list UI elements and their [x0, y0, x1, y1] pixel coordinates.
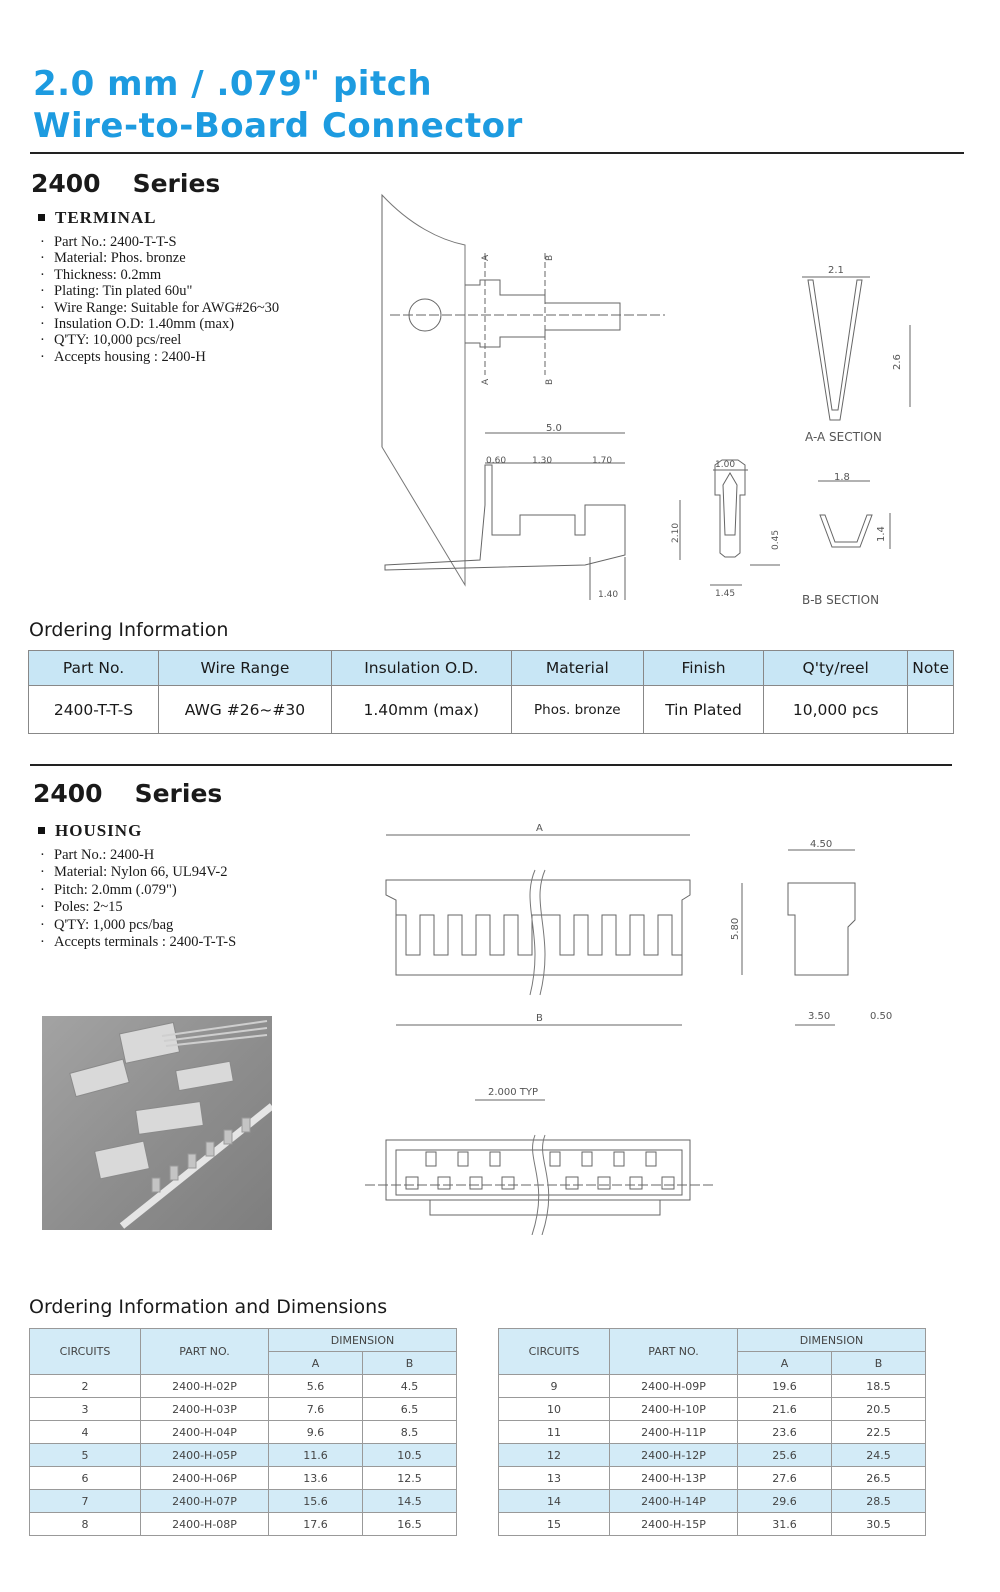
cell: 11.6: [269, 1444, 363, 1467]
ordering-dim-title: Ordering Information and Dimensions: [29, 1296, 388, 1318]
col-circuits: CIRCUITS: [30, 1329, 141, 1375]
header-divider: [30, 152, 964, 154]
label-a: A: [481, 254, 491, 261]
col-part: PART NO.: [141, 1329, 269, 1375]
cell: 2400-H-04P: [141, 1421, 269, 1444]
cell: 9: [499, 1375, 610, 1398]
series-word: Series: [132, 169, 221, 198]
cell: 21.6: [738, 1398, 832, 1421]
dim-0-60: 0.60: [486, 456, 507, 466]
table-row: [30, 1490, 457, 1513]
dim-3-50: 3.50: [808, 1011, 831, 1022]
section-divider: [30, 764, 952, 766]
col-dimension: DIMENSION: [738, 1329, 926, 1352]
table-row: [30, 1444, 457, 1467]
cell-material: Phos. bronze: [511, 686, 643, 734]
spec-item: · Material: Nylon 66, UL94V-2: [40, 864, 236, 881]
cell: 2400-H-10P: [610, 1398, 738, 1421]
dimension-table-left: [29, 1328, 457, 1536]
cell: 5: [30, 1444, 141, 1467]
table-row: [499, 1421, 926, 1444]
dim-1-4: 1.4: [876, 526, 887, 542]
dim-0-50: 0.50: [870, 1011, 893, 1022]
cell: 8.5: [363, 1421, 457, 1444]
cell: 6.5: [363, 1398, 457, 1421]
bb-section-label: B-B SECTION: [802, 593, 880, 607]
dim-2-6: 2.6: [892, 354, 903, 370]
label-b2: B: [545, 378, 555, 385]
table-row: [499, 1444, 926, 1467]
dimension-table-right: [498, 1328, 926, 1536]
bullet-square-icon: [38, 827, 45, 834]
product-photo: [42, 1016, 272, 1230]
cell: 2400-H-12P: [610, 1444, 738, 1467]
cell: 2400-H-06P: [141, 1467, 269, 1490]
dim-2-10: 2.10: [671, 522, 681, 543]
cell: 14: [499, 1490, 610, 1513]
table-header-row: [29, 651, 954, 686]
series-number: 2400: [31, 169, 101, 198]
cell: 28.5: [832, 1490, 926, 1513]
cell: 15.6: [269, 1490, 363, 1513]
cell: 30.5: [832, 1513, 926, 1536]
cell: 2400-H-13P: [610, 1467, 738, 1490]
ordering-info-title: Ordering Information: [29, 619, 229, 641]
ordering-info-table: [28, 650, 954, 734]
cell: 10: [499, 1398, 610, 1421]
spec-item: · Wire Range: Suitable for AWG#26~30: [40, 300, 279, 316]
table-row: [499, 1513, 926, 1536]
housing-heading: [38, 821, 142, 841]
cell: 5.6: [269, 1375, 363, 1398]
cell: 20.5: [832, 1398, 926, 1421]
cell: 29.6: [738, 1490, 832, 1513]
col-note: Note: [908, 651, 954, 686]
cell: 24.5: [832, 1444, 926, 1467]
cell: 31.6: [738, 1513, 832, 1536]
cell: 3: [30, 1398, 141, 1421]
dim-1-40: 1.40: [598, 590, 619, 600]
cell: 11: [499, 1421, 610, 1444]
cell: 10.5: [363, 1444, 457, 1467]
col-a: A: [738, 1352, 832, 1375]
housing-series-title: [33, 779, 222, 808]
col-dimension: DIMENSION: [269, 1329, 457, 1352]
cell: 4.5: [363, 1375, 457, 1398]
col-insulation: Insulation O.D.: [331, 651, 511, 686]
cell: 2400-H-15P: [610, 1513, 738, 1536]
col-material: Material: [511, 651, 643, 686]
dim-1-00: 1.00: [715, 460, 736, 470]
table-row: [30, 1513, 457, 1536]
cell: 2400-H-08P: [141, 1513, 269, 1536]
table-row: [30, 1398, 457, 1421]
cell-part-no: 2400-T-T-S: [29, 686, 159, 734]
page-title-line2: Wire-to-Board Connector: [33, 106, 523, 146]
dim-2-1: 2.1: [828, 265, 844, 276]
spec-item: · Q'TY: 1,000 pcs/bag: [40, 917, 236, 934]
cell-qty: 10,000 pcs: [764, 686, 908, 734]
cell: 2400-H-05P: [141, 1444, 269, 1467]
cell: 23.6: [738, 1421, 832, 1444]
cell: 2400-H-07P: [141, 1490, 269, 1513]
spec-item: · Insulation O.D: 1.40mm (max): [40, 316, 279, 332]
dim-a: A: [536, 823, 543, 834]
table-row: [30, 1375, 457, 1398]
col-wire-range: Wire Range: [158, 651, 331, 686]
dim-b: B: [536, 1013, 543, 1024]
terminal-spec-list: [40, 234, 279, 365]
cell: 2400-H-02P: [141, 1375, 269, 1398]
spec-item: · Accepts terminals : 2400-T-T-S: [40, 934, 236, 951]
terminal-drawing: [370, 185, 930, 610]
cell: 12.5: [363, 1467, 457, 1490]
series-word: Series: [134, 779, 223, 808]
col-b: B: [832, 1352, 926, 1375]
label-b: B: [545, 254, 555, 261]
col-finish: Finish: [643, 651, 763, 686]
cell: 4: [30, 1421, 141, 1444]
cell: 26.5: [832, 1467, 926, 1490]
spec-item: · Q'TY: 10,000 pcs/reel: [40, 332, 279, 348]
cell-finish: Tin Plated: [643, 686, 763, 734]
housing-heading-label: HOUSING: [55, 821, 143, 840]
col-a: A: [269, 1352, 363, 1375]
dim-1-45: 1.45: [715, 589, 736, 599]
dim-1-8: 1.8: [834, 472, 850, 483]
cell: 13: [499, 1467, 610, 1490]
dim-2-000-typ: 2.000 TYP: [488, 1087, 539, 1098]
bullet-square-icon: [38, 214, 45, 221]
cell: 2400-H-09P: [610, 1375, 738, 1398]
cell: 19.6: [738, 1375, 832, 1398]
spec-item: · Part No.: 2400-T-T-S: [40, 234, 279, 250]
spec-item: · Plating: Tin plated 60u": [40, 283, 279, 299]
cell: 8: [30, 1513, 141, 1536]
cell: 16.5: [363, 1513, 457, 1536]
cell: 18.5: [832, 1375, 926, 1398]
cell-insulation: 1.40mm (max): [331, 686, 511, 734]
cell: 2: [30, 1375, 141, 1398]
cell: 2400-H-11P: [610, 1421, 738, 1444]
table-row: [29, 686, 954, 734]
terminal-heading: [38, 208, 157, 228]
cell: 22.5: [832, 1421, 926, 1444]
label-a2: A: [481, 378, 491, 385]
cell: 2400-H-03P: [141, 1398, 269, 1421]
cell: 6: [30, 1467, 141, 1490]
col-b: B: [363, 1352, 457, 1375]
cell-wire-range: AWG #26~#30: [158, 686, 331, 734]
spec-item: · Part No.: 2400-H: [40, 847, 236, 864]
table-row: [30, 1421, 457, 1444]
page-title-line1: 2.0 mm / .079" pitch: [33, 64, 433, 104]
cell: 17.6: [269, 1513, 363, 1536]
cell: 13.6: [269, 1467, 363, 1490]
cell: 25.6: [738, 1444, 832, 1467]
dim-5-80: 5.80: [730, 917, 741, 940]
cell: 12: [499, 1444, 610, 1467]
cell: 7.6: [269, 1398, 363, 1421]
col-qty: Q'ty/reel: [764, 651, 908, 686]
dim-0-45: 0.45: [771, 529, 781, 550]
spec-item: · Pitch: 2.0mm (.079"): [40, 882, 236, 899]
dim-1-30: 1.30: [532, 456, 553, 466]
dim-4-50: 4.50: [810, 839, 833, 850]
table-row: [499, 1467, 926, 1490]
cell-note: [908, 686, 954, 734]
cell: 9.6: [269, 1421, 363, 1444]
col-circuits: CIRCUITS: [499, 1329, 610, 1375]
housing-spec-list: [40, 847, 236, 951]
table-row: [499, 1398, 926, 1421]
table-row: [499, 1490, 926, 1513]
spec-item: · Material: Phos. bronze: [40, 250, 279, 266]
series-number: 2400: [33, 779, 103, 808]
table-row: [30, 1467, 457, 1490]
table-row: [499, 1375, 926, 1398]
col-part: PART NO.: [610, 1329, 738, 1375]
aa-section-label: A-A SECTION: [805, 430, 882, 444]
housing-drawing: [360, 815, 920, 1235]
terminal-series-title: [31, 169, 220, 198]
spec-item: · Thickness: 0.2mm: [40, 267, 279, 283]
cell: 14.5: [363, 1490, 457, 1513]
dim-5-0: 5.0: [546, 423, 562, 434]
cell: 15: [499, 1513, 610, 1536]
col-part-no: Part No.: [29, 651, 159, 686]
cell: 2400-H-14P: [610, 1490, 738, 1513]
dim-1-70: 1.70: [592, 456, 613, 466]
spec-item: · Poles: 2~15: [40, 899, 236, 916]
cell: 27.6: [738, 1467, 832, 1490]
terminal-heading-label: TERMINAL: [55, 208, 157, 227]
cell: 7: [30, 1490, 141, 1513]
spec-item: · Accepts housing : 2400-H: [40, 349, 279, 365]
